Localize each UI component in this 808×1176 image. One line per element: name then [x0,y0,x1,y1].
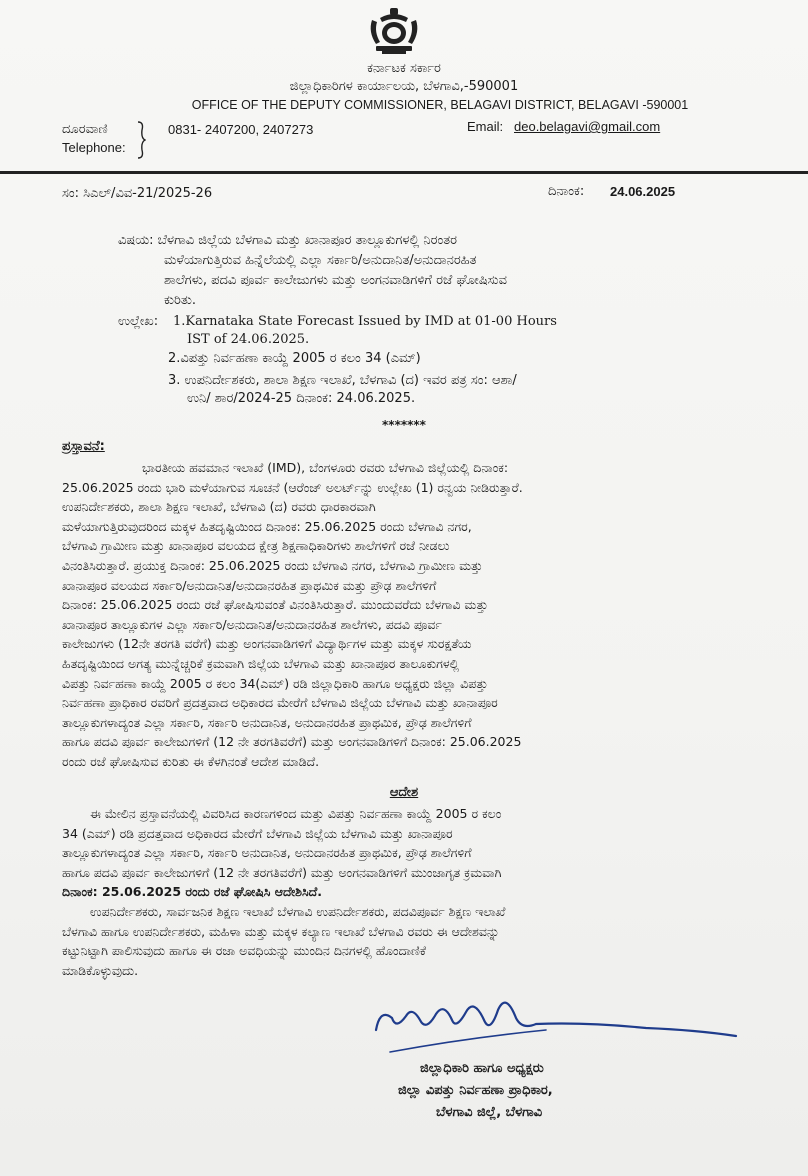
phone-label-english: Telephone: [62,140,126,155]
email-label: Email: [467,119,504,134]
preamble-line: ಖಾನಾಪೂರ ವಲಯದ ಸರ್ಕಾರಿ/ಅನುದಾನಿತ/ಅನುದಾನರಹಿತ ಪ್ರಾಥಮಿಕ ಮತ್ತು ಪ್ರೌಢ ಶಾಲೆಗಳಿಗೆ [62,577,437,593]
preamble-line: ವಿಪತ್ತು ನಿರ್ವಹಣಾ ಕಾಯ್ದೆ 2005 ರ ಕಲಂ 34(ಎಮ್) ರಡಿ ಜಿಲ್ಲಾಧಿಕಾರಿ ಹಾಗೂ ಅಧ್ಯಕ್ಷರು ಜಿಲ್ಲಾ ವಿಪತ್ತು [62,675,488,691]
email-link[interactable]: deo.belagavi@gmail.com [514,119,661,134]
preamble-line: ಉಪನಿರ್ದೇಶಕರು, ಶಾಲಾ ಶಿಕ್ಷಣ ಇಲಾಖೆ, ಬೆಳಗಾವಿ (ದ) ರವರು ಧಾರಕಾರವಾಗಿ [62,499,376,515]
order-line: ಉಪನಿರ್ದೇಶಕರು, ಸಾರ್ವಜನಿಕ ಶಿಕ್ಷಣ ಇಲಾಖೆ ಬೆಳಗಾವಿ ಉಪನಿರ್ದೇಶಕರು, ಪದವಿಪೂರ್ವ ಶಿಕ್ಷಣ ಇಲಾಖೆ [90,903,506,919]
subject-line: ವಿಷಯ: ಬೆಳಗಾವಿ ಜಿಲ್ಲೆಯ ಬೆಳಗಾವಿ ಮತ್ತು ಖಾನಾಪೂರ ತಾಲ್ಲೂಕುಗಳಲ್ಲಿ ನಿರಂತರ [118,233,458,248]
preamble-heading: ಪ್ರಸ್ತಾವನೆ: [62,439,105,454]
reference-item: 2.ವಿಪತ್ತು ನಿರ್ವಹಣಾ ಕಾಯ್ದೆ 2005 ರ ಕಲಂ 34 (ಎಮ್) [168,351,421,366]
signatory-title: ಜಿಲ್ಲಾಧಿಕಾರಿ ಹಾಗೂ ಅಧ್ಯಕ್ಷರು [420,1061,544,1076]
preamble-line: ಖಾನಾಪೂರ ತಾಲ್ಲೂಕುಗಳ ಎಲ್ಲಾ ಸರ್ಕಾರಿ/ಅನುದಾನಿತ/ಅನುದಾನರಹಿತ ಶಾಲೆಗಳು, ಪದವಿ ಪೂರ್ವ [62,616,442,632]
order-heading: ಆದೇಶ [389,785,419,800]
subject-line: ಕುರಿತು. [164,293,197,308]
date-label: ದಿನಾಂಕ: [548,184,585,199]
reference-item: 1.Karnataka State Forecast Issued by IMD at 01-00 Hours [173,314,557,329]
preamble-line: ದಿನಾಂಕ: 25.06.2025 ರಂದು ರಜೆ ಘೋಷಿಸುವಂತೆ ವಿನಂತಿಸಿರುತ್ತಾರೆ. ಮುಂದುವರೆದು ಬೆಳಗಾವಿ ಮತ್ತು [62,597,488,613]
reference-number: ಸಂ: ಸಿಎಲ್/ವಿವ-21/2025-26 [62,186,213,201]
preamble-line: ಹಿತದೃಷ್ಟಿಯಿಂದ ಅಗತ್ಯ ಮುನ್ನೆಚ್ಚರಿಕೆ ಕ್ರಮವಾಗಿ ಜಿಲ್ಲೆಯ ಬೆಳಗಾವಿ ಮತ್ತು ಖಾನಾಪೂರ ತಾಲೂಕುಗಳಲ್ಲಿ [62,655,460,671]
karnataka-emblem [366,6,422,56]
order-line: ದಿನಾಂಕ: 25.06.2025 ರಂದು ರಜೆ ಘೋಷಿಸಿ ಆದೇಶಿಸಿದೆ. [62,884,322,900]
subject-line: ಮಳೆಯಾಗುತ್ತಿರುವ ಹಿನ್ನೆಲೆಯಲ್ಲಿ ಎಲ್ಲಾ ಸರ್ಕಾರಿ/ಅನುದಾನಿತ/ಅನುದಾನರಹಿತ [164,253,477,268]
subject-line: ಶಾಲೆಗಳು, ಪದವಿ ಪೂರ್ವ ಕಾಲೇಜುಗಳು ಮತ್ತು ಅಂಗನವಾಡಿಗಳಿಗೆ ರಜೆ ಘೋಷಿಸುವ [164,273,507,288]
phone-numbers: 0831- 2407200, 2407273 [168,122,314,137]
handwritten-signature [366,990,746,1060]
references-label: ಉಲ್ಲೇಖ: [118,314,159,329]
office-title-kannada: ಜಿಲ್ಲಾಧಿಕಾರಿಗಳ ಕಾರ್ಯಾಲಯ, ಬೆಳಗಾವಿ,-590001 [289,79,519,94]
signatory-authority: ಜಿಲ್ಲಾ ವಿಪತ್ತು ನಿರ್ವಹಣಾ ಪ್ರಾಧಿಕಾರ, [398,1083,553,1098]
preamble-line: ಬೆಳಗಾವಿ ಗ್ರಾಮೀಣ ಮತ್ತು ಖಾನಾಪೂರ ವಲಯದ ಕ್ಷೇತ್ರ ಶಿಕ್ಷಣಾಧಿಕಾರಿಗಳು ಶಾಲೆಗಳಿಗೆ ರಜೆ ನೀಡಲು [62,538,450,554]
header-rule [0,171,808,174]
reference-item: ಉನಿ/ ಶಾರ/2024-25 ದಿನಾಂಕ: 24.06.2025. [187,391,416,406]
order-body [62,804,752,980]
preamble-body [62,458,752,772]
preamble-line: ಭಾರತೀಯ ಹವಮಾನ ಇಲಾಖೆ (IMD), ಬೆಂಗಳೂರು ರವರು ಬೆಳಗಾವಿ ಜಿಲ್ಲೆಯಲ್ಲಿ ದಿನಾಂಕ: [142,460,509,475]
order-line: ಕಟ್ಟುನಿಟ್ಟಾಗಿ ಪಾಲಿಸುವುದು ಹಾಗೂ ಈ ರಜಾ ಅವಧಿಯನ್ನು ಮುಂದಿನ ದಿನಗಳಲ್ಲಿ ಹೊಂದಾಣಿಕೆ [62,943,426,959]
preamble-line: ಹಾಗೂ ಪದವಿ ಪೂರ್ವ ಕಾಲೇಜುಗಳಿಗೆ (12 ನೇ ತರಗತಿವರೆಗೆ) ಮತ್ತು ಅಂಗನವಾಡಿಗಳಿಗೆ ದಿನಾಂಕ: 25.06.2025 [62,734,522,750]
preamble-line: ನಿರ್ವಹಣಾ ಪ್ರಾಧಿಕಾರ ರವರಿಗೆ ಪ್ರದತ್ತವಾದ ಅಧಿಕಾರದ ಮೇರೆಗೆ ಬೆಳಗಾವಿ ಜಿಲ್ಲೆಯ ಬೆಳಗಾವಿ ಮತ್ತು ಖಾನಾಪೂರ [62,695,498,711]
brace-icon [136,120,146,160]
preamble-line: 25.06.2025 ರಂದು ಭಾರಿ ಮಳೆಯಾಗುವ ಸೂಚನೆ (ಆರೆಂಜ್ ಅಲರ್ಟ್‌ನ್ನು ಉಲ್ಲೇಖ (1) ರನ್ವಯ ನೀಡಿರುತ್ತಾರೆ. [62,479,523,495]
preamble-line: ವಿನಂತಿಸಿರುತ್ತಾರೆ. ಪ್ರಯುಕ್ತ ದಿನಾಂಕ: 25.06.2025 ರಂದು ಬೆಳಗಾವಿ ನಗರ, ಬೆಳಗಾವಿ ಗ್ರಾಮೀಣ ಮತ್ತು [62,557,483,573]
separator: ******* [382,418,426,432]
reference-item: IST of 24.06.2025. [187,332,310,347]
signatory-location: ಬೆಳಗಾವಿ ಜಿಲ್ಲೆ, ಬೆಳಗಾವಿ [436,1105,543,1120]
order-line: 34 (ಎಮ್) ರಡಿ ಪ್ರದತ್ತವಾದ ಅಧಿಕಾರದ ಮೇರೆಗೆ ಬೆಳಗಾವಿ ಜಿಲ್ಲೆಯ ಬೆಳಗಾವಿ ಮತ್ತು ಖಾನಾಪೂರ [62,825,453,841]
order-line: ಬೆಳಗಾವಿ ಹಾಗೂ ಉಪನಿರ್ದೇಶಕರು, ಮಹಿಳಾ ಮತ್ತು ಮಕ್ಕಳ ಕಲ್ಯಾಣ ಇಲಾಖೆ ಬೆಳಗಾವಿ ರವರು ಈ ಆದೇಶವನ್ನು [62,923,500,939]
date-value: 24.06.2025 [610,184,676,199]
office-title-english: OFFICE OF THE DEPUTY COMMISSIONER, BELAGAVI DISTRICT, BELAGAVI -590001 [191,98,689,112]
order-line: ಈ ಮೇಲಿನ ಪ್ರಸ್ತಾವನೆಯಲ್ಲಿ ವಿವರಿಸಿದ ಕಾರಣಗಳಿಂದ ಮತ್ತು ವಿಪತ್ತು ನಿರ್ವಹಣಾ ಕಾಯ್ದೆ 2005 ರ ಕಲಂ [90,806,502,821]
preamble-line: ತಾಲ್ಲೂಕುಗಳಾದ್ಯಂತ ಎಲ್ಲಾ ಸರ್ಕಾರಿ, ಸರ್ಕಾರಿ ಅನುದಾನಿತ, ಅನುದಾನರಹಿತ ಪ್ರಾಥಮಿಕ, ಪ್ರೌಢ ಶಾಲೆಗಳಿಗೆ [62,714,472,730]
order-line: ಮಾಡಿಕೊಳ್ಳುವುದು. [62,962,139,978]
preamble-line: ಮಳೆಯಾಗುತ್ತಿರುವುದರಿಂದ ಮಕ್ಕಳ ಹಿತದೃಷ್ಟಿಯಿಂದ ದಿನಾಂಕ: 25.06.2025 ರಂದು ಬೆಳಗಾವಿ ನಗರ, [62,518,472,534]
order-line: ತಾಲ್ಲೂಕುಗಳಾದ್ಯಂತ ಎಲ್ಲಾ ಸರ್ಕಾರಿ, ಸರ್ಕಾರಿ ಅನುದಾನಿತ, ಅನುದಾನರಹಿತ ಪ್ರಾಥಮಿಕ, ಪ್ರೌಢ ಶಾಲೆಗಳಿಗೆ [62,845,472,861]
government-title: ಕರ್ನಾಟಕ ಸರ್ಕಾರ [367,61,441,76]
preamble-line: ರಂದು ರಜೆ ಘೋಷಿಸುವ ಕುರಿತು ಈ ಕೆಳಗಿನಂತೆ ಆದೇಶ ಮಾಡಿದೆ. [62,753,320,769]
preamble-line: ಕಾಲೇಜುಗಳು (12ನೇ ತರಗತಿ ವರೆಗೆ) ಮತ್ತು ಅಂಗನವಾಡಿಗಳಿಗೆ ವಿದ್ಯಾರ್ಥಿಗಳ ಮತ್ತು ಮಕ್ಕಳ ಸುರಕ್ಷತೆಯ [62,636,472,652]
phone-label-kannada: ದೂರವಾಣಿ [62,122,108,137]
reference-item: 3. ಉಪನಿರ್ದೇಶಕರು, ಶಾಲಾ ಶಿಕ್ಷಣ ಇಲಾಖೆ, ಬೆಳಗಾವಿ (ದ) ಇವರ ಪತ್ರ ಸಂ: ಆಶಾ/ [168,373,517,388]
order-line: ಹಾಗೂ ಪದವಿ ಪೂರ್ವ ಕಾಲೇಜುಗಳಿಗೆ (12 ನೇ ತರಗತಿವರೆಗೆ) ಮತ್ತು ಅಂಗನವಾಡಿಗಳಿಗೆ ಮುಂಜಾಗೃತ ಕ್ರಮವಾಗಿ [62,864,502,880]
